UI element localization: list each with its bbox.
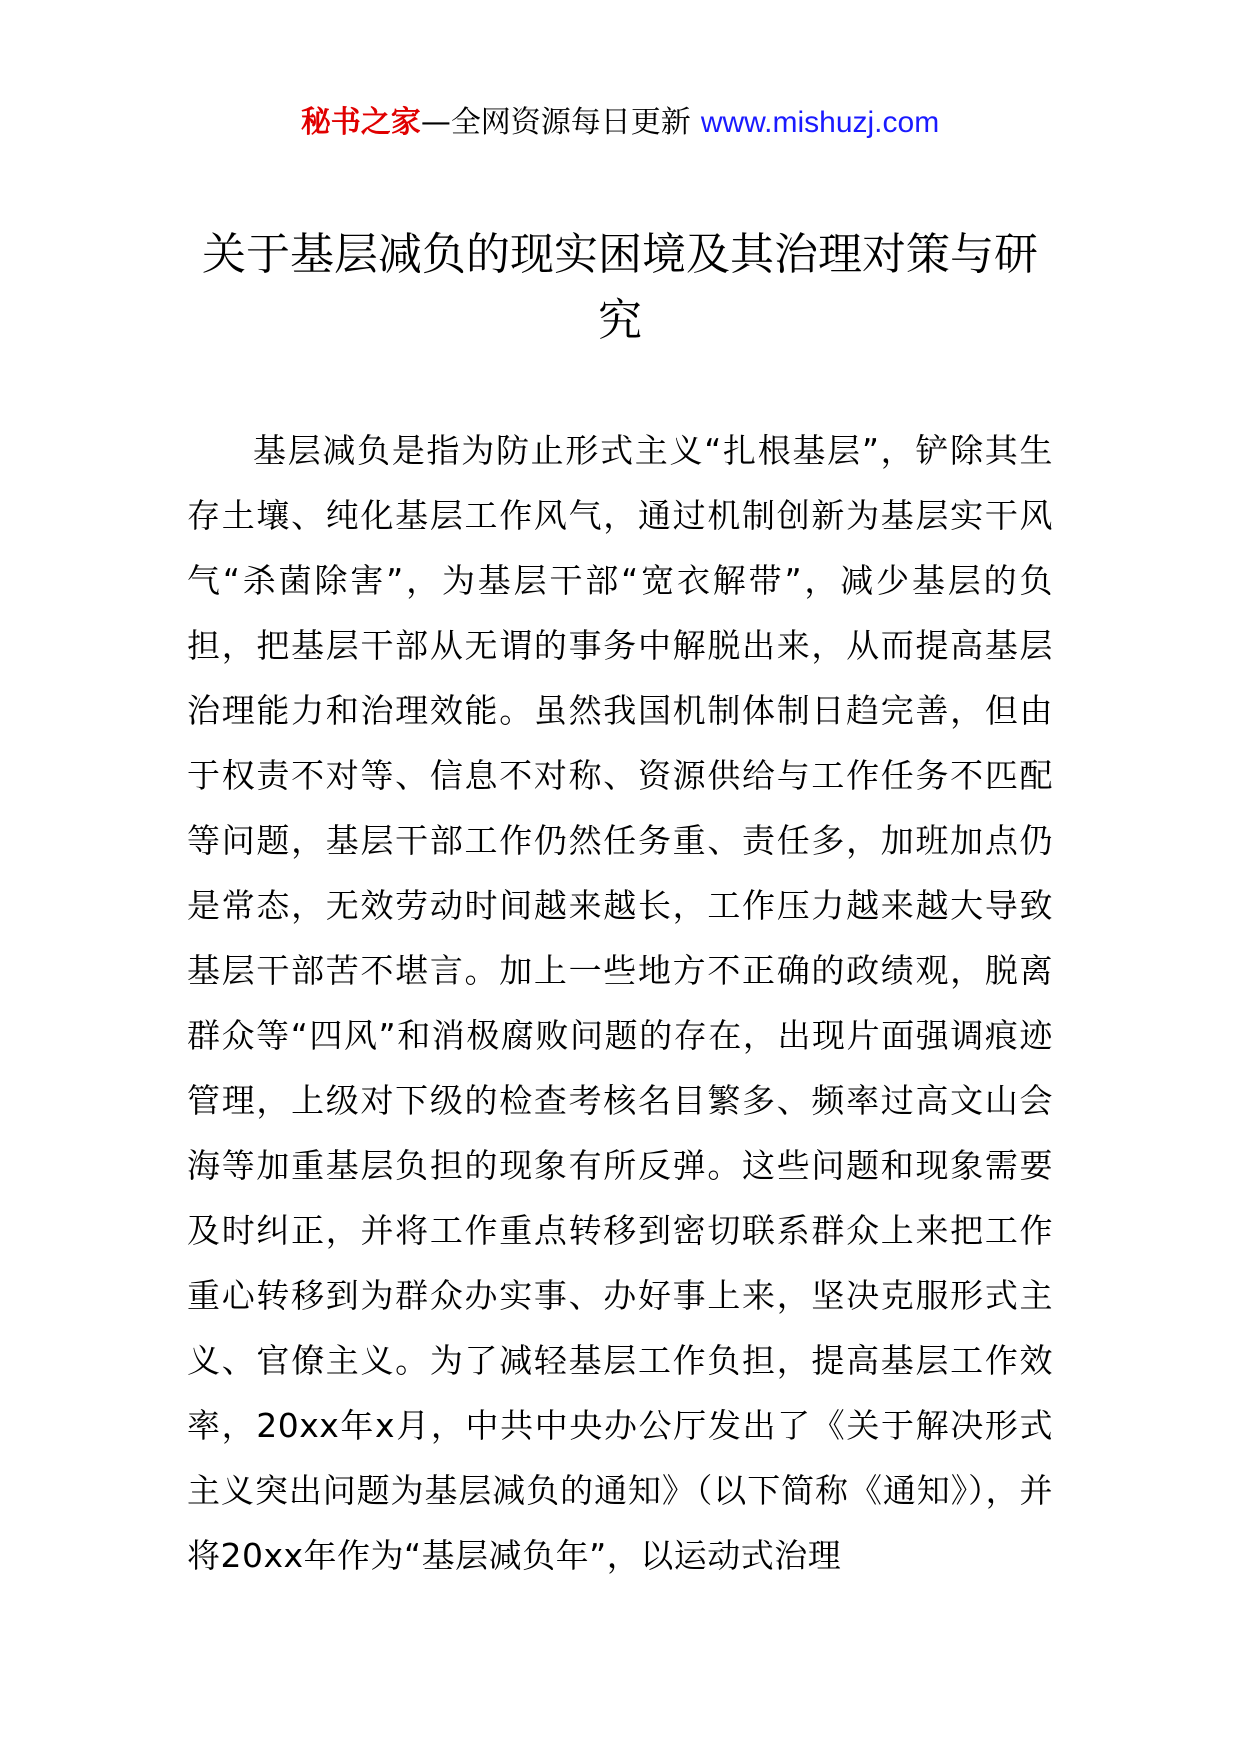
site-url-link[interactable]: www.mishuzj.com [700, 106, 940, 139]
header-slogan: —全网资源每日更新 [420, 105, 691, 140]
site-header [0, 103, 1240, 143]
body-paragraph: 基层减负是指为防止形式主义“扎根基层”，铲除其生存土壤、纯化基层工作风气，通过机制创新为基层实干风气“杀菌除害”，为基层干部“宽衣解带”，减少基层的负担，把基层干部从无谓的事务中解脱出来，从而提高基层治理能力和治理效能。虽然我国机制体制日趋完善，但由于权责不对等、信息不对称、资源供给与工作任务不匹配等问题，基层干部工作仍然任务重、责任多，加班加点仍是常态，无效劳动时间越来越长，工作压力越来越大导致基层干部苦不堪言。加上一些地方不正确的政绩观，脱离群众等“四风”和消极腐败问题的存在，出现片面强调痕迹管理，上级对下级的检查考核名目繁多、频率过高文山会海等加重基层负担的现象有所反弹。这些问题和现象需要及时纠正，并将工作重点转移到密切联系群众上来把工作重心转移到为群众办实事、办好事上来，坚决克服形式主义、官僚主义。为了减轻基层工作负担，提高基层工作效率，20xx年x月，中共中央办公厅发出了《关于解决形式主义突出问题为基层减负的通知》（以下简称《通知》），并将20xx年作为“基层减负年”，以运动式治理 [187, 431, 1053, 1575]
document-title: 关于基层减负的现实困境及其治理对策与研究 [202, 229, 1038, 346]
brand-name: 秘书之家 [300, 105, 421, 140]
